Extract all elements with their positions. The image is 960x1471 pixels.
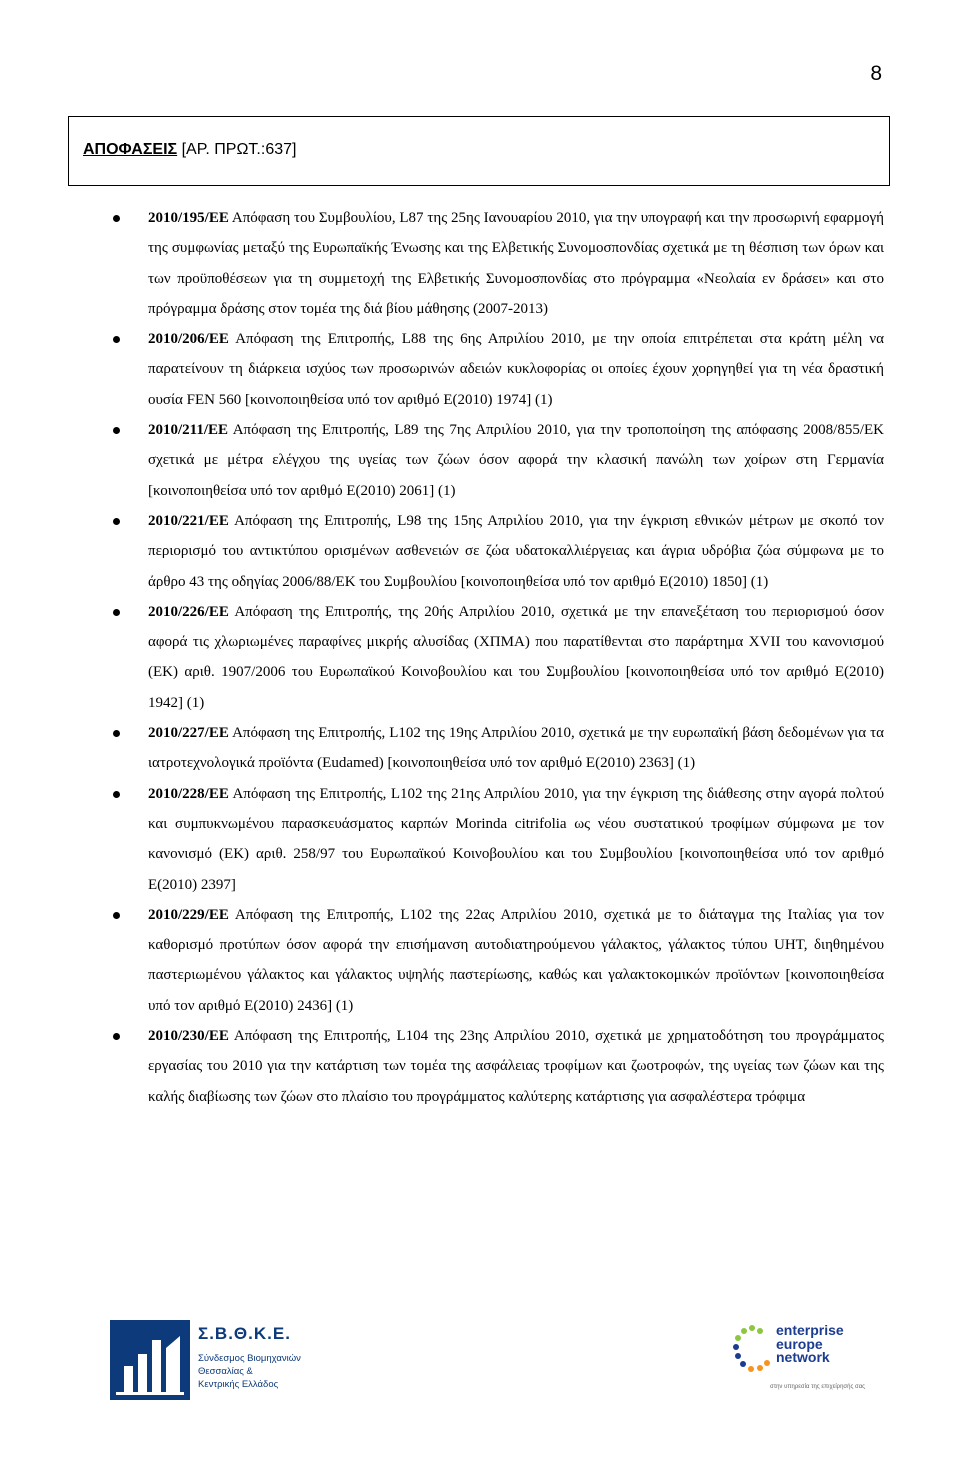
decision-text: Απόφαση της Επιτροπής, L89 της 7ης Απριλίου 2010, για την τροποποίηση της απόφασης 2008/855/ΕΚ σχετικά με μέτρα ελέγχου της υγείας των ζώων όσον αφορά την κλασική πανώλη των χοίρων στη Γερμανία [κοινοποιηθείσα υπό τον αριθμό Ε(2010) 2061] (1) <box>148 422 884 499</box>
page-number: 8 <box>870 62 882 85</box>
decision-text: Απόφαση της Επιτροπής, L102 της 22ας Απριλίου 2010, σχετικά με το διάταγμα της Ιταλίας για τον καθορισμό προτύπων όσον αφορά την επισήμανση αυτοδιατηρούμενου γάλακτος, γάλακτος τύπου UHT, διηθημένου παστεριωμένου γάλακτος και γάλακτος υψηλής παστερίωσης, καθώς και γαλακτοκομικών προϊόντων [κοινοποιηθείσα υπό τον αριθμό Ε(2010) 2436] (1) <box>148 906 884 1014</box>
org-full-name: Σύνδεσμος Βιομηχανιών Θεσσαλίας & Κεντρικής Ελλάδος <box>198 1353 301 1390</box>
list-item <box>148 597 884 718</box>
bullet-icon <box>113 609 120 616</box>
decision-code: 2010/226/ΕΕ <box>148 603 229 620</box>
decision-text: Απόφαση του Συμβουλίου, L87 της 25ης Ιανουαρίου 2010, για την υπογραφή και την προσωρινή εφαρμογή της συμφωνίας μεταξύ της Ευρωπαϊκής Ένωσης και της Ελβετικής Συνομοσπονδίας σχετικά με τη θέσπιση των όρων και των προϋποθέσεων για τη συμμετοχή της Ελβετικής Συνομοσπονδίας στο πρόγραμμα «Νεολαία εν δράσει» και στο πρόγραμμα δράσης στον τομέα της διά βίου μάθησης (2007-2013) <box>148 210 884 317</box>
decision-text: Απόφαση της Επιτροπής, L88 της 6ης Απριλίου 2010, με την οποία επιτρέπεται στα κράτη μέλη να παρατείνουν τη διάρκεια ισχύος των προσωρινών αδειών κυκλοφορίας οι οποίες έχουν χορηγηθεί για τη νέα δραστική ουσία FEN 560 [κοινοποιηθείσα υπό τον αριθμό Ε(2010) 1974] (1) <box>148 331 884 408</box>
decisions-list <box>148 203 884 1112</box>
bullet-icon <box>113 427 120 434</box>
section-header-box <box>68 116 890 186</box>
decision-text: Απόφαση της Επιτροπής, L98 της 15ης Απριλίου 2010, για την έγκριση εθνικών μέτρων με σκοπό τον περιορισμό του αντικτύπου ορισμένων ασθενειών σε ζώα υδατοκαλλιέργειας και άγρια υδρόβια ζώα σύμφωνα με το άρθρο 43 της οδηγίας 2006/88/ΕΚ του Συμβουλίου [κοινοποιηθείσα υπό τον αριθμό Ε(2010) 1850] (1) <box>148 512 884 590</box>
bullet-icon <box>113 730 120 737</box>
decision-code: 2010/228/ΕΕ <box>148 785 229 802</box>
een-tagline: στην υπηρεσία της επιχείρησής σας <box>770 1384 866 1390</box>
decision-code: 2010/230/ΕΕ <box>148 1028 229 1045</box>
bullet-icon <box>113 336 120 343</box>
factory-logo-icon <box>110 1320 190 1400</box>
section-title-reference: [ΑΡ. ΠΡΩΤ.:637] <box>177 141 297 158</box>
section-title-main[interactable]: ΑΠΟΦΑΣΕΙΣ <box>83 141 178 158</box>
enterprise-europe-network-logo <box>730 1320 870 1402</box>
bullet-icon <box>113 791 120 798</box>
list-item <box>148 779 884 900</box>
list-item <box>148 900 884 1021</box>
list-item <box>148 324 884 415</box>
list-item <box>148 1021 884 1112</box>
list-item <box>148 203 884 324</box>
bullet-icon <box>113 215 120 222</box>
bullet-icon <box>113 912 120 919</box>
org-abbreviation: Σ.Β.Θ.Κ.Ε. <box>198 1324 291 1343</box>
decision-text: Απόφαση της Επιτροπής, L104 της 23ης Απριλίου 2010, σχετικά με χρηματοδότηση του προγράμματος εργασίας του 2010 για την κατάρτιση των τομέα της ασφάλειας τροφίμων και ζωοτροφών, της υγείας των ζώων και της καλής διαβίωσης των ζώων στο πλαίσιο του προγράμματος καλύτερης κατάρτισης για ασφαλέστερα τρόφιμα <box>148 1028 884 1105</box>
een-wordmark: enterprise europe network <box>776 1322 844 1365</box>
list-item <box>148 506 884 597</box>
decision-text: Απόφαση της Επιτροπής, της 20ής Απριλίου 2010, σχετικά με την επανεξέταση του περιορισμού όσον αφορά τις χλωριωμένες παραφίνες μικρής αλυσίδας (ΧΠΜΑ) που παρατίθενται στο παράρτημα XVII του κανονισμού (ΕΚ) αριθ. 1907/2006 του Ευρωπαϊκού Κοινοβουλίου και του Συμβουλίου [κοινοποιηθείσα υπό τον αριθμό Ε(2010) 1942] (1) <box>148 603 884 711</box>
decision-text: Απόφαση της Επιτροπής, L102 της 19ης Απριλίου 2010, σχετικά με την ευρωπαϊκή βάση δεδομένων για τα ιατροτεχνολογικά προϊόντα (Eudamed) [κοινοποιηθείσα υπό τον αριθμό Ε(2010) 2363] (1) <box>148 725 884 772</box>
decision-code: 2010/195/ΕΕ <box>148 210 229 226</box>
decision-code: 2010/211/ΕΕ <box>148 422 229 439</box>
list-item <box>148 718 884 779</box>
decision-code: 2010/227/ΕΕ <box>148 725 229 742</box>
een-swirl-icon <box>730 1320 774 1380</box>
bullet-icon <box>113 518 120 525</box>
decision-code: 2010/221/ΕΕ <box>148 512 229 529</box>
decision-code: 2010/229/ΕΕ <box>148 906 229 923</box>
list-item <box>148 415 884 506</box>
decision-text: Απόφαση της Επιτροπής, L102 της 21ης Απριλίου 2010, για την έγκριση της διάθεσης στην αγορά πολτού και συμπυκνωμένου παρασκευάσματος καρπών Morinda citrifolia ως νέου συστατικού τροφίμων σύμφωνα με τον κανονισμό (ΕΚ) αριθ. 258/97 του Ευρωπαϊκού Κοινοβουλίου και του Συμβουλίου [κοινοποιηθείσα υπό τον αριθμό Ε(2010) 2397] <box>148 785 884 893</box>
sbtke-logo <box>110 1320 322 1400</box>
bullet-icon <box>113 1033 120 1040</box>
section-title <box>83 141 296 159</box>
decision-code: 2010/206/ΕΕ <box>148 331 229 348</box>
